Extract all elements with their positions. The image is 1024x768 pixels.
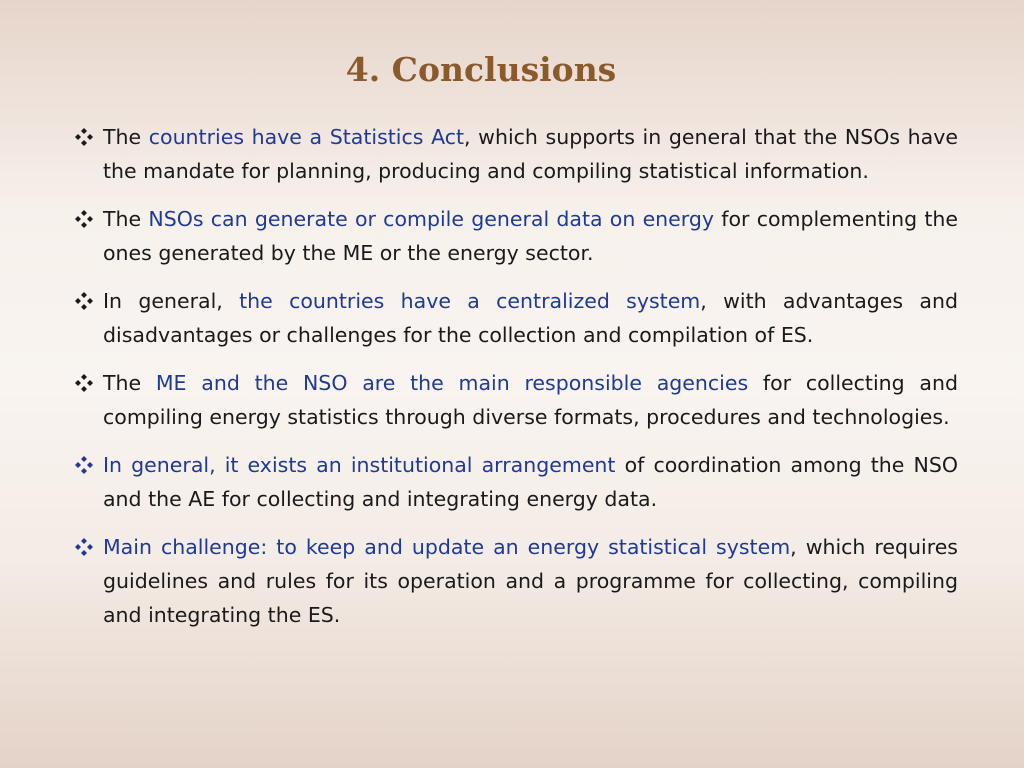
diamond-bullet-icon xyxy=(74,455,94,475)
bullet-item xyxy=(74,448,958,516)
bullet-text-pre: In general, xyxy=(103,289,240,313)
bullet-text-pre: The xyxy=(103,371,156,395)
bullet-text-highlight: Main challenge: to keep and update an energy statistical system xyxy=(103,535,791,559)
bullet-item xyxy=(74,120,958,188)
bullet-text-highlight: In general, it exists an institutional arrangement xyxy=(103,453,616,477)
diamond-bullet-icon xyxy=(74,537,94,557)
bullet-text-pre: The xyxy=(103,207,149,231)
bullet-text-highlight: the countries have a centralized system xyxy=(239,289,701,313)
bullet-text-post: for collecting and compiling energy statistics through diverse formats, procedures and technologies. xyxy=(103,371,958,429)
bullet-item xyxy=(74,366,958,434)
bullet-item xyxy=(74,284,958,352)
slide-title: 4. Conclusions xyxy=(345,50,617,89)
bullet-text-post: of coordination among the NSO and the AE for collecting and integrating energy data. xyxy=(103,453,958,511)
bullet-text-post: , which supports in general that the NSOs have the mandate for planning, producing and compiling statistical information. xyxy=(103,125,958,183)
bullet-item xyxy=(74,202,958,270)
diamond-bullet-icon xyxy=(74,209,94,229)
diamond-bullet-icon xyxy=(74,127,94,147)
bullet-text-highlight: ME and the NSO are the main responsible agencies xyxy=(155,371,749,395)
diamond-bullet-icon xyxy=(74,373,94,393)
bullet-text-highlight: countries have a Statistics Act xyxy=(148,125,465,149)
bullet-text-pre: The xyxy=(103,125,149,149)
bullet-text-post: , which requires guidelines and rules for its operation and a programme for collecting, compiling and integrating the ES. xyxy=(103,535,958,627)
bullet-text-highlight: NSOs can generate or compile general data on energy xyxy=(148,207,715,231)
bullet-text-post: for complementing the ones generated by the ME or the energy sector. xyxy=(103,207,958,265)
bullet-item xyxy=(74,530,958,632)
bullet-list xyxy=(74,120,958,646)
bullet-text-post: , with advantages and disadvantages or challenges for the collection and compilation of ES. xyxy=(103,289,958,347)
diamond-bullet-icon xyxy=(74,291,94,311)
